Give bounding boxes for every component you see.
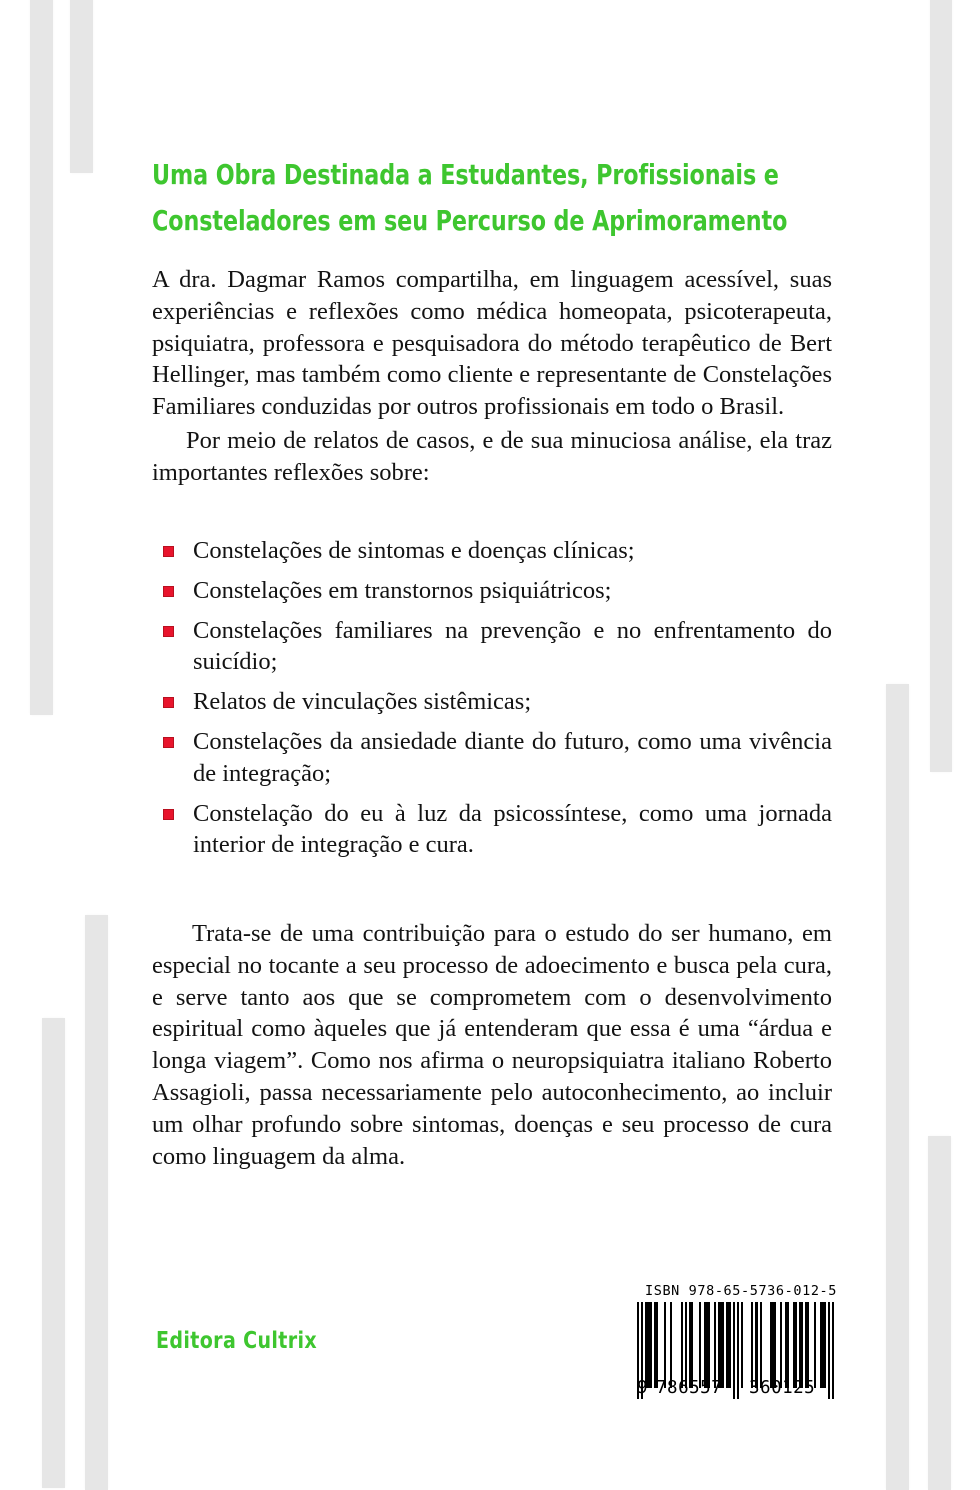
list-item bbox=[152, 686, 832, 718]
list-item-label: Constelações da ansiedade diante do futuro, como uma vivência de integração; bbox=[193, 728, 832, 787]
ean-first-digit: 9 bbox=[637, 1378, 649, 1398]
list-item bbox=[152, 575, 832, 607]
ean-digits bbox=[637, 1378, 835, 1408]
list-item bbox=[152, 615, 832, 678]
square-bullet-icon bbox=[163, 737, 174, 748]
decorative-bar-right-3 bbox=[928, 1136, 951, 1490]
square-bullet-icon bbox=[163, 586, 174, 597]
decorative-bar-left-4 bbox=[85, 915, 108, 1490]
decorative-bar-right-1 bbox=[930, 0, 952, 772]
back-cover-content bbox=[152, 0, 832, 1172]
list-item-label: Constelações familiares na prevenção e no enfrentamento do suicídio; bbox=[193, 616, 832, 676]
paragraph-intro: A dra. Dagmar Ramos compartilha, em linguagem acessível, suas experiências e reflexões como médica homeopata, psicoterapeuta, psiquiatra, professora e pesquisadora do método terapêutico de Bert Hellinger, mas também como cliente e representante de Constelações Familiares conduzidas por outros profissionais em todo o Brasil. bbox=[152, 266, 832, 421]
decorative-bar-right-2 bbox=[886, 684, 909, 1490]
ean-right-group: 360125 bbox=[749, 1378, 816, 1398]
decorative-bar-left-2 bbox=[70, 0, 93, 173]
list-item-label: Constelações em transtornos psiquiátricos; bbox=[193, 576, 612, 604]
isbn-barcode bbox=[637, 1283, 838, 1408]
square-bullet-icon bbox=[163, 697, 174, 708]
ean-left-group: 786557 bbox=[656, 1378, 723, 1398]
list-item-label: Constelação do eu à luz da psicossíntese, como uma jornada interior de integração e cura. bbox=[193, 799, 832, 859]
square-bullet-icon bbox=[163, 626, 174, 637]
page-title bbox=[152, 0, 836, 244]
headline-line-2: Consteladores em seu Percurso de Aprimoramento bbox=[152, 205, 788, 237]
list-item bbox=[152, 798, 832, 861]
decorative-bar-left-1 bbox=[30, 0, 53, 715]
list-item-label: Constelações de sintomas e doenças clínicas; bbox=[193, 536, 635, 564]
square-bullet-icon bbox=[163, 809, 174, 820]
publisher-logo: Editora Cultrix bbox=[156, 1328, 318, 1354]
topics-list bbox=[152, 535, 832, 861]
paragraph-lead-in: Por meio de relatos de casos, e de sua minuciosa análise, ela traz importantes reflexões sobre: bbox=[152, 426, 832, 486]
list-item bbox=[152, 535, 832, 567]
decorative-bar-left-3 bbox=[42, 1018, 65, 1488]
isbn-text: ISBN 978-65-5736-012-5 bbox=[645, 1283, 838, 1299]
list-top-spacer bbox=[152, 489, 832, 535]
list-bottom-spacer bbox=[152, 869, 832, 918]
list-item-label: Relatos de vinculações sistêmicas; bbox=[193, 688, 532, 716]
paragraph-closing: Trata-se de uma contribuição para o estudo do ser humano, em especial no tocante a seu processo de adoecimento e busca pela cura, e serve tanto aos que se comprometem com o desenvolvimento espiritual como àqueles que já entenderam que essa é uma “árdua e longa viagem”. Como nos afirma o neuropsiquiatra italiano Roberto Assagioli, passa necessariamente pelo autoconhecimento, ao incluir um olhar profundo sobre sintomas, doenças e seu processo de cura como linguagem da alma. bbox=[152, 920, 832, 1170]
headline-line-1: Uma Obra Destinada a Estudantes, Profissionais e bbox=[152, 159, 779, 191]
square-bullet-icon bbox=[163, 546, 174, 557]
barcode-bars bbox=[637, 1302, 835, 1388]
list-item bbox=[152, 726, 832, 789]
